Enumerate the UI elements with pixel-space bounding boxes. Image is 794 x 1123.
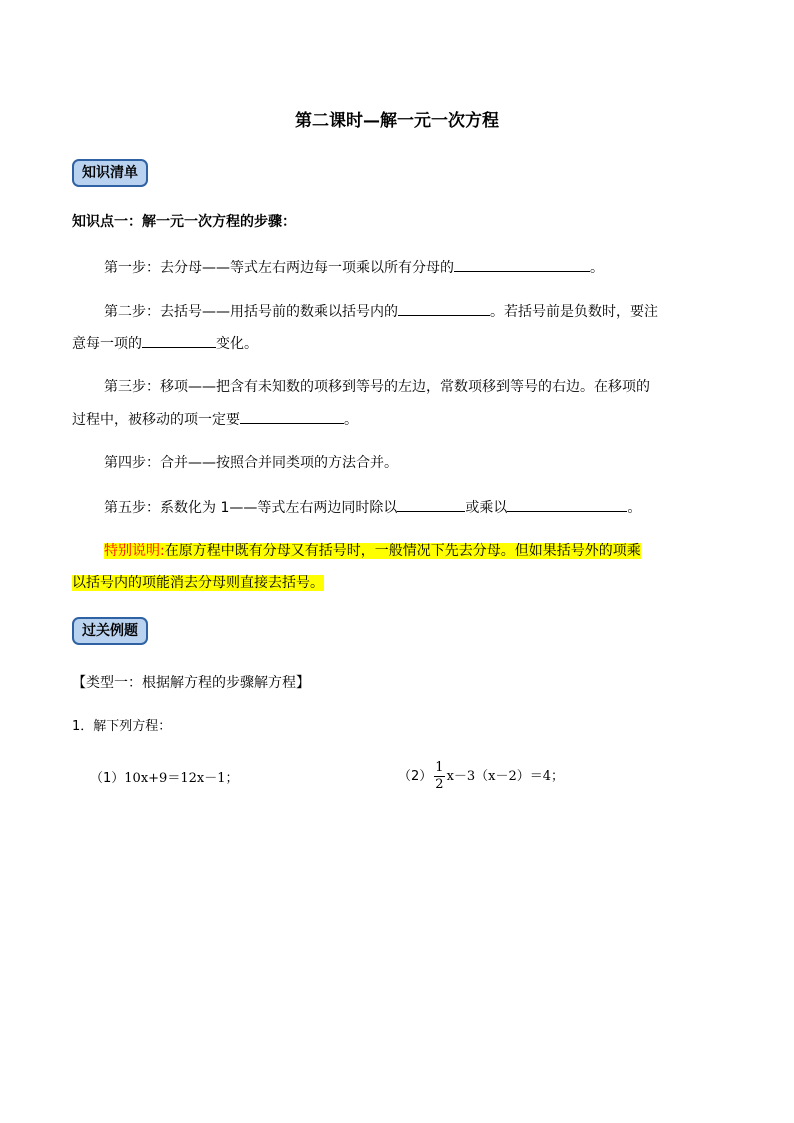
step-5-blank-2 [507, 497, 627, 512]
equation-1 [90, 769, 238, 789]
step-5-text: 第五步：系数化为 1——等式左右两边同时除以 [104, 500, 398, 516]
equation-2-fraction [434, 760, 444, 793]
step-3-line-1: 第三步：移项——把含有未知数的项移到等号的左边，常数项移到等号的右边。在移项的 [104, 379, 650, 395]
step-3-end: 。 [344, 412, 358, 428]
knowledge-point-heading: 知识点一：解一元一次方程的步骤： [72, 214, 296, 230]
step-1-text: 第一步：去分母——等式左右两边每一项乘以所有分母的 [104, 260, 454, 276]
step-2-line-2 [72, 333, 258, 354]
step-3-blank [240, 409, 344, 424]
special-note-text-2: 以括号内的项能消去分母则直接去括号。 [72, 575, 324, 591]
step-4: 第四步：合并——按照合并同类项的方法合并。 [104, 455, 398, 471]
fraction-numerator: 1 [435, 760, 444, 775]
step-2-line-2-end: 变化。 [216, 336, 258, 352]
step-3-line-2-text: 过程中，被移动的项一定要 [72, 412, 240, 428]
step-2-line-2-start: 意每一项的 [72, 336, 142, 352]
page-title: 第二课时—解一元一次方程 [295, 111, 499, 131]
step-3-line-2 [72, 409, 358, 430]
section-badge-examples: 过关例题 [72, 617, 148, 645]
section-badge-knowledge: 知识清单 [72, 159, 148, 187]
step-5-blank-1 [397, 497, 465, 512]
step-2-blank-1 [398, 301, 490, 316]
step-2-mid: 。若括号前是负数时，要注 [490, 304, 658, 320]
equation-2-expr: x－3（x－2）＝4； [446, 769, 565, 784]
special-note-line-1 [104, 541, 641, 561]
fraction-denominator: 2 [435, 777, 444, 792]
type-heading: 【类型一：根据解方程的步骤解方程】 [72, 675, 310, 691]
special-note-label: 特别说明: [104, 543, 165, 559]
equation-2-label: （2） [398, 769, 433, 784]
equation-1-expr: 10x+9＝12x－1； [124, 771, 239, 786]
equation-1-label: （1） [90, 771, 125, 786]
step-1-blank [454, 257, 590, 272]
step-5-mid: 或乘以 [465, 500, 508, 516]
special-note-text-1: 在原方程中既有分母又有括号时，一般情况下先去分母。但如果括号外的项乘 [164, 543, 641, 559]
step-1 [104, 257, 604, 278]
question-1-stem: 1．解下列方程： [72, 719, 172, 734]
step-2-text: 第二步：去括号——用括号前的数乘以括号内的 [104, 304, 398, 320]
step-5-end: 。 [627, 500, 642, 516]
equation-2 [398, 758, 564, 796]
step-1-end: 。 [590, 260, 604, 276]
step-5 [104, 497, 641, 518]
step-2-blank-2 [142, 333, 216, 348]
special-note-line-2 [72, 573, 324, 593]
step-2-line-1 [104, 301, 658, 322]
